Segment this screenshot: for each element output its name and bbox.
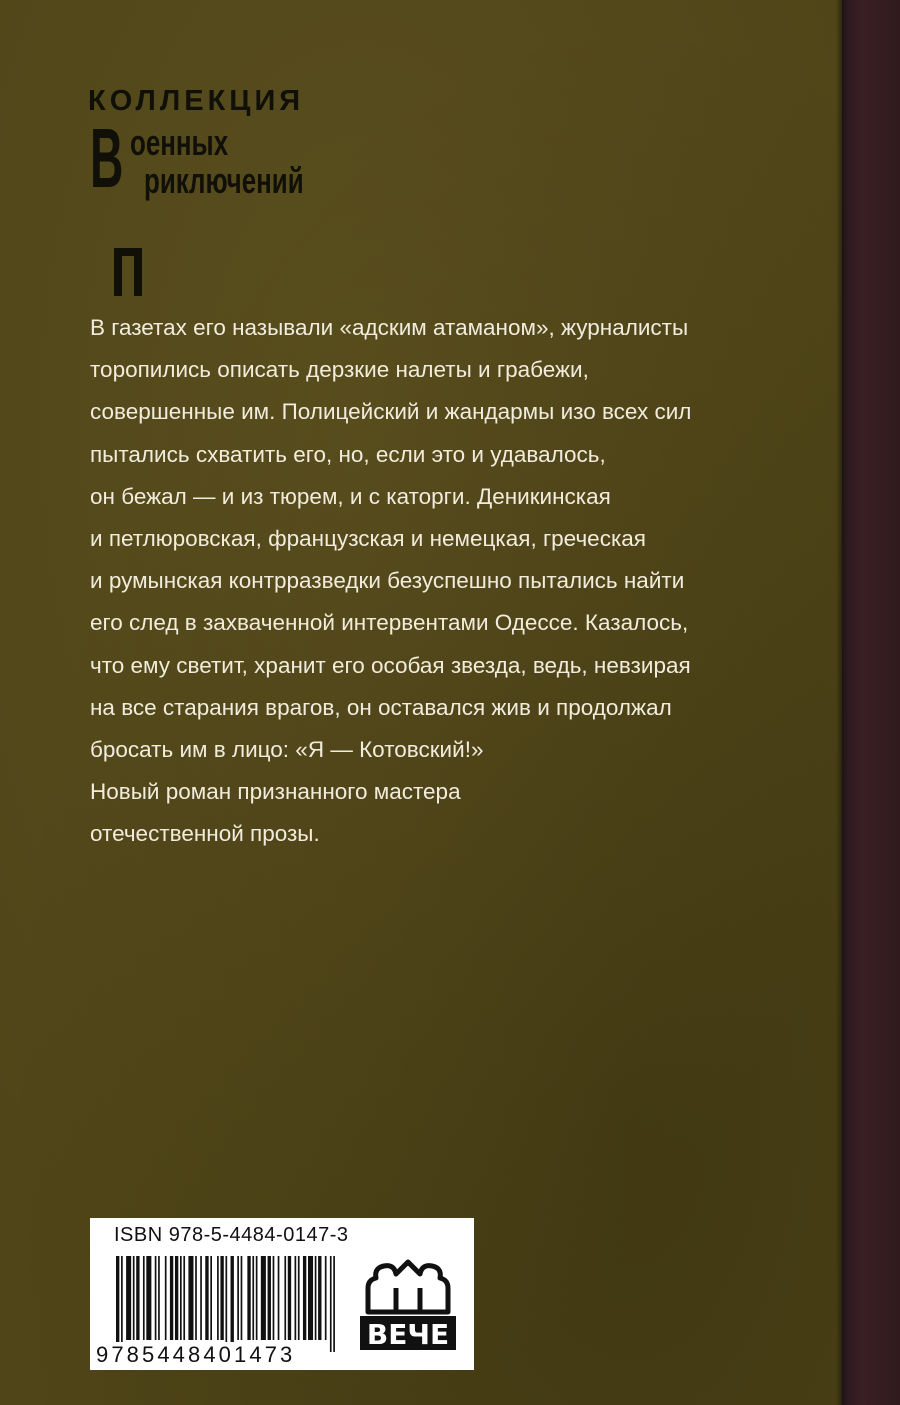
blurb-line: пытались схватить его, но, если это и удавалось, [90, 441, 606, 467]
barcode-panel [90, 1218, 474, 1370]
blurb-line: отечественной прозы. [90, 821, 320, 847]
isbn-label: ISBN 978-5-4484-0147-3 [114, 1224, 349, 1246]
blurb-line: Новый роман признанного мастера [90, 779, 461, 805]
blurb-line: бросать им в лицо: «Я — Котовский!» [90, 737, 484, 763]
blurb-line: торопились описать дерзкие налеты и грабежи, [90, 357, 589, 383]
publisher-name: ВЕЧЕ [366, 1318, 450, 1351]
book-spine [842, 0, 900, 1405]
series-logo-p-glyph-icon [114, 144, 140, 326]
veche-publisher-logo-icon [360, 1254, 456, 1354]
blurb-line: он бежал — и из тюрем, и с каторги. Деникинская [90, 483, 611, 509]
blurb-line: В газетах его называли «адским атаманом», журналисты [90, 315, 689, 340]
blurb-line: что ему светит, хранит его особая звезда, ведь, невзирая [90, 652, 691, 678]
series-logo-initial: В [90, 111, 124, 205]
series-logo-adventures: риключений [144, 160, 304, 201]
blurb-line: и петлюровская, французская и немецкая, греческая [90, 526, 646, 552]
barcode-digits: 9785448401473 [96, 1342, 296, 1367]
barcode-icon [116, 1256, 340, 1352]
blurb-line: совершенные им. Полицейский и жандармы изо всех сил [90, 399, 692, 425]
blurb-text [90, 307, 810, 856]
blurb-line: и румынская контрразведки безуспешно пытались найти [90, 568, 685, 594]
blurb-line: его след в захваченной интервентами Одессе. Казалось, [90, 610, 689, 636]
series-logo-military: оенных [130, 122, 229, 163]
series-logo [88, 86, 388, 246]
blurb-line: на все старания врагов, он оставался жив и продолжал [90, 694, 672, 720]
series-logo-collection: КОЛЛЕКЦИЯ [88, 85, 305, 117]
